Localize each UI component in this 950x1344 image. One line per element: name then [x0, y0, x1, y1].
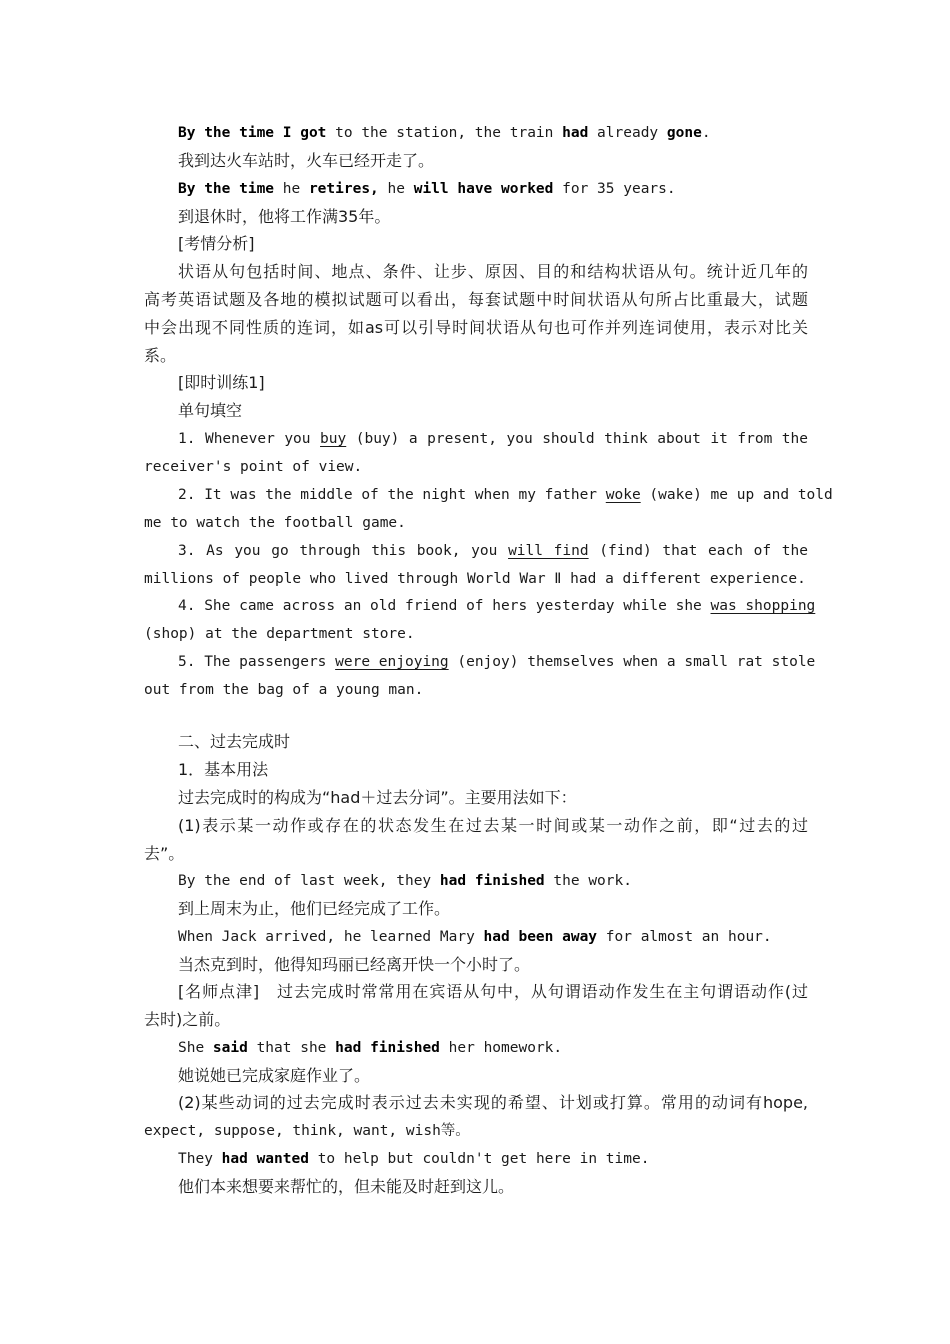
answer-blank: will find: [508, 543, 589, 559]
teacher-tip: [名师点津] 过去完成时常常用在宾语从句中，从句谓语动作发生在主句谓语动作(过: [178, 982, 808, 1001]
example-translation: 到退休时，他将工作满35年。: [178, 207, 391, 226]
example-sentence-en: By the end of last week, they had finished the work.: [178, 873, 632, 889]
practice-item-continuation: (shop) at the department store.: [144, 626, 415, 642]
practice-item-continuation: out from the bag of a young man.: [144, 682, 424, 698]
example-sentence-en: She said that she had finished her homework.: [178, 1040, 563, 1056]
teacher-tip: 去时)之前。: [144, 1010, 231, 1029]
section-title: 二、过去完成时: [178, 732, 291, 751]
answer-blank: buy: [320, 431, 347, 447]
usage-text: (2)某些动词的过去完成时表示过去未实现的希望、计划或打算。常用的动词有hope,: [178, 1093, 808, 1112]
analysis-heading: [考情分析]: [178, 234, 255, 253]
practice-heading: [即时训练1]: [178, 373, 265, 392]
example-sentence-en: By the time I got to the station, the train had already gone.: [178, 125, 711, 141]
usage-text: 去”。: [144, 844, 185, 863]
example-translation: 到上周末为止，他们已经完成了工作。: [178, 899, 451, 918]
analysis-text: 高考英语试题及各地的模拟试题可以看出，每套试题中时间状语从句所占比重最大，试题: [144, 290, 808, 309]
analysis-text: 状语从句包括时间、地点、条件、让步、原因、目的和结构状语从句。统计近几年的: [178, 262, 808, 281]
example-sentence-en: By the time he retires, he will have worked for 35 years.: [178, 181, 676, 197]
analysis-text: 系。: [144, 346, 177, 365]
practice-item-continuation: receiver's point of view.: [144, 459, 363, 475]
practice-item: 3. As you go through this book, you will find (find) that each of the: [178, 543, 808, 559]
example-sentence-en: When Jack arrived, he learned Mary had been away for almost an hour.: [178, 929, 772, 945]
practice-item: 5. The passengers were enjoying (enjoy) themselves when a small rat stole: [178, 654, 816, 670]
practice-item: 2. It was the middle of the night when my father woke (wake) me up and told: [178, 487, 833, 503]
answer-blank: woke: [605, 487, 641, 503]
example-translation: 我到达火车站时，火车已经开走了。: [178, 151, 435, 170]
usage-text: expect, suppose, think, want, wish等。: [144, 1123, 470, 1139]
practice-item: 4. She came across an old friend of hers yesterday while she was shopping: [178, 598, 816, 614]
answer-blank: were enjoying: [335, 654, 449, 670]
usage-text: (1)表示某一动作或存在的状态发生在过去某一时间或某一动作之前，即“过去的过: [178, 816, 808, 835]
practice-subheading: 单句填空: [178, 401, 243, 420]
practice-item-continuation: me to watch the football game.: [144, 515, 406, 531]
usage-intro: 过去完成时的构成为“had＋过去分词”。主要用法如下：: [178, 788, 577, 807]
example-translation: 她说她已完成家庭作业了。: [178, 1066, 371, 1085]
example-translation: 当杰克到时，他得知玛丽已经离开快一个小时了。: [178, 955, 531, 974]
analysis-text: 中会出现不同性质的连词，如as可以引导时间状语从句也可作并列连词使用，表示对比关: [144, 318, 808, 337]
example-sentence-en: They had wanted to help but couldn't get here in time.: [178, 1151, 650, 1167]
sub-title: 1．基本用法: [178, 760, 269, 779]
practice-item: 1. Whenever you buy (buy) a present, you should think about it from the: [178, 431, 808, 447]
example-translation: 他们本来想要来帮忙的，但未能及时赶到这儿。: [178, 1177, 515, 1196]
answer-blank: was shopping: [710, 598, 816, 614]
practice-item-continuation: millions of people who lived through World War Ⅱ had a different experience.: [144, 571, 806, 587]
